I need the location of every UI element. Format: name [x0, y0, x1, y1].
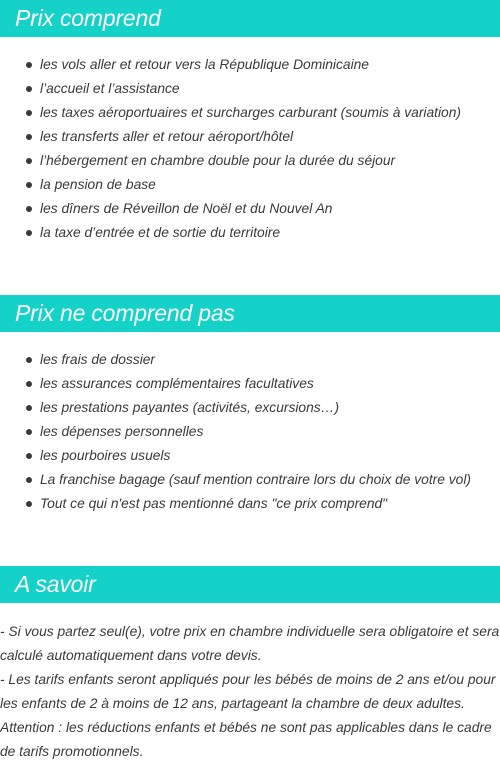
- list-item: les taxes aéroportuaires et surcharges carburant (soumis à variation): [0, 101, 500, 125]
- section-header-prix-comprend: [0, 0, 500, 37]
- list-item: les frais de dossier: [0, 348, 500, 372]
- bullet-icon: [26, 230, 32, 236]
- list-item: la taxe d’entrée et de sortie du territoire: [0, 221, 500, 245]
- note-paragraph: - Les tarifs enfants seront appliqués pour les bébés de moins de 2 ans et/ou pour les enfants de 2 à moins de 12 ans, partageant la chambre de deux adultes.: [0, 672, 496, 711]
- list-item: les dîners de Réveillon de Noël et du Nouvel An: [0, 197, 500, 221]
- bullet-icon: [26, 477, 32, 483]
- list-item: les prestations payantes (activités, excursions…): [0, 396, 500, 420]
- bullet-icon: [26, 453, 32, 459]
- bullet-icon: [26, 110, 32, 116]
- list-item: la pension de base: [0, 173, 500, 197]
- list-item: Tout ce qui n'est pas mentionné dans "ce prix comprend": [0, 492, 500, 516]
- section-header-prix-ne-comprend-pas: [0, 295, 500, 332]
- bullet-icon: [26, 158, 32, 164]
- info-notes: [0, 620, 500, 764]
- list-item: l’accueil et l’assistance: [0, 77, 500, 101]
- list-item: les assurances complémentaires facultatives: [0, 372, 500, 396]
- bullet-icon: [26, 429, 32, 435]
- bullet-icon: [26, 405, 32, 411]
- bullet-icon: [26, 501, 32, 507]
- note-paragraph: - Si vous partez seul(e), votre prix en chambre individuelle sera obligatoire et sera calculé automatiquement dans votre devis.: [0, 624, 500, 663]
- note-paragraph: Attention : les réductions enfants et bébés ne sont pas applicables dans le cadre de tarifs promotionnels.: [0, 720, 492, 759]
- list-item: La franchise bagage (sauf mention contraire lors du choix de votre vol): [0, 468, 500, 492]
- section-title: Prix comprend: [15, 5, 161, 31]
- bullet-icon: [26, 86, 32, 92]
- list-item: les vols aller et retour vers la République Dominicaine: [0, 53, 500, 77]
- list-item: l’hébergement en chambre double pour la durée du séjour: [0, 149, 500, 173]
- excluded-list: [0, 348, 500, 516]
- bullet-icon: [26, 62, 32, 68]
- section-title: A savoir: [15, 571, 96, 597]
- bullet-icon: [26, 206, 32, 212]
- section-header-a-savoir: [0, 566, 500, 603]
- bullet-icon: [26, 134, 32, 140]
- included-list: [0, 53, 500, 245]
- bullet-icon: [26, 182, 32, 188]
- section-title: Prix ne comprend pas: [15, 300, 235, 326]
- list-item: les pourboires usuels: [0, 444, 500, 468]
- list-item: les transferts aller et retour aéroport/hôtel: [0, 125, 500, 149]
- list-item: les dépenses personnelles: [0, 420, 500, 444]
- bullet-icon: [26, 381, 32, 387]
- bullet-icon: [26, 357, 32, 363]
